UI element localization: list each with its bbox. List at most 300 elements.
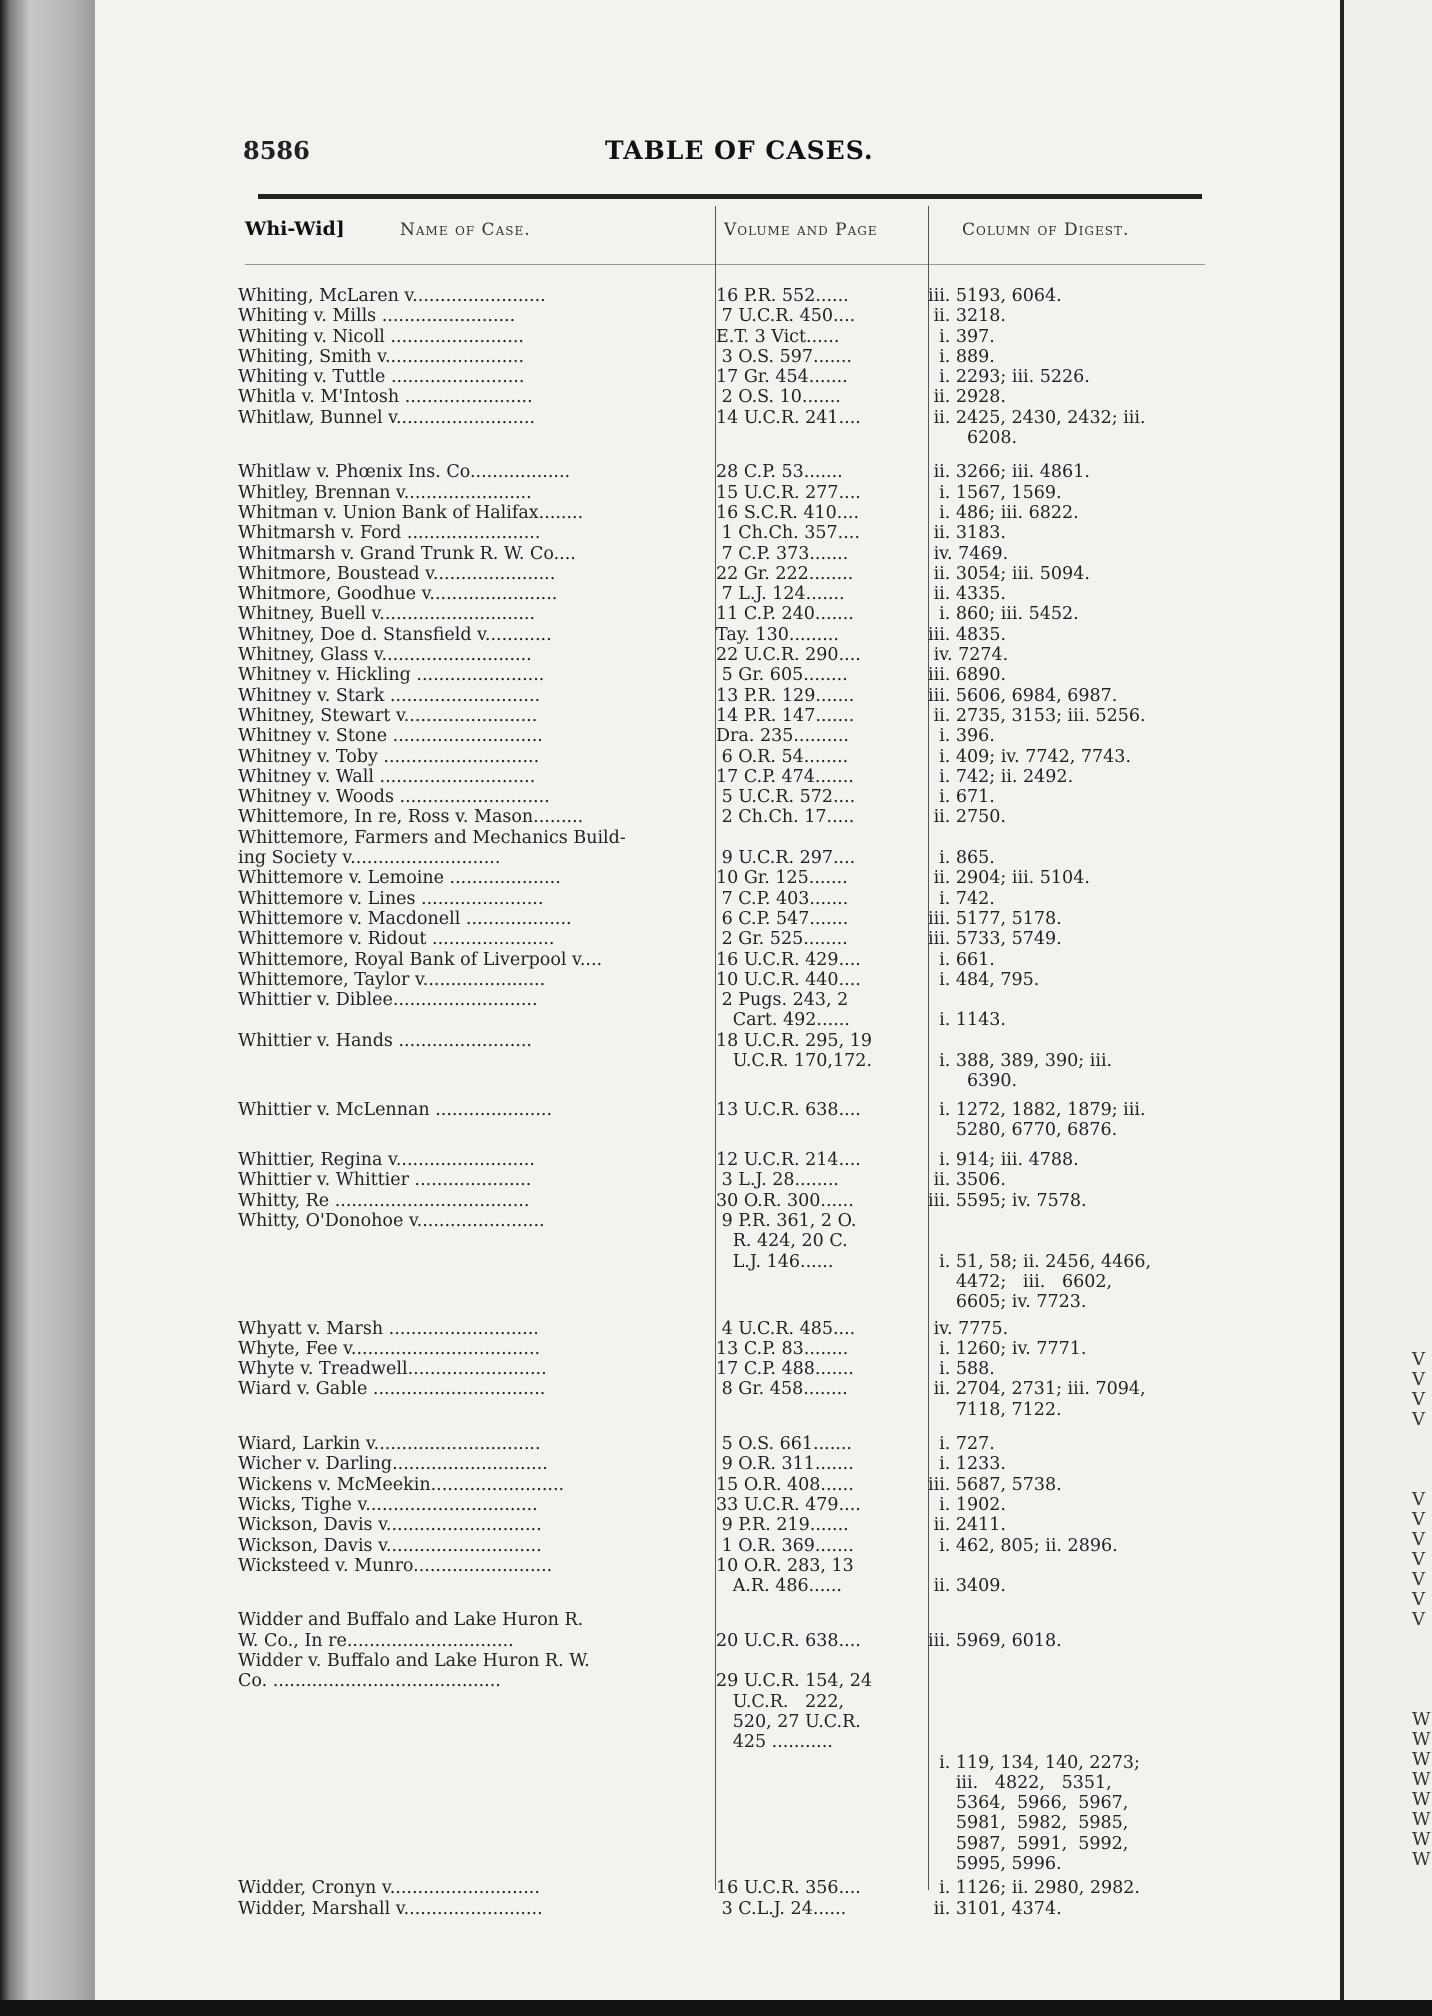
table-row — [238, 584, 1213, 604]
table-row — [238, 747, 1213, 767]
case-name — [238, 1211, 703, 1231]
case-name — [238, 990, 703, 1010]
case-name-line: Whitney, Glass v........................... — [238, 645, 532, 666]
volume-page-line: Cart. 492...... — [716, 1010, 850, 1031]
case-name-line: Whittemore v. Lines ...................... — [238, 888, 544, 909]
digest-column-line: ii. 2750. — [928, 807, 1006, 828]
digest-column-line: i. 860; iii. 5452. — [928, 604, 1079, 625]
table-row — [238, 1379, 1213, 1420]
case-name-line: Whitlaw, Bunnel v......................... — [238, 407, 536, 428]
case-name-line: Whitmarsh v. Grand Trunk R. W. Co.... — [238, 543, 576, 564]
case-name — [238, 1536, 703, 1556]
case-name — [238, 665, 703, 685]
case-name-line: Whiting, McLaren v........................ — [238, 286, 546, 306]
bottom-shadow — [0, 2000, 1432, 2016]
digest-column — [928, 503, 1193, 523]
case-name — [238, 1454, 703, 1474]
digest-column — [928, 686, 1193, 706]
volume-page-line: 13 C.P. 83........ — [716, 1338, 849, 1359]
table-row — [238, 483, 1213, 503]
table-row — [238, 327, 1213, 347]
table-row — [238, 1556, 1213, 1597]
case-name — [238, 462, 703, 482]
case-name-line: Whittier v. McLennan ..................... — [238, 1099, 553, 1120]
volume-page-line: 7 C.P. 373....... — [716, 543, 849, 564]
case-name — [238, 929, 703, 949]
case-name — [238, 327, 703, 347]
volume-page-line: 30 O.R. 300...... — [716, 1190, 854, 1211]
table-row — [238, 706, 1213, 726]
volume-page-line: U.C.R. 222, — [716, 1691, 845, 1712]
case-name — [238, 1339, 703, 1359]
case-name-line: Whyte v. Treadwell......................... — [238, 1359, 547, 1380]
case-name — [238, 1556, 703, 1576]
volume-page-line: 14 U.C.R. 241.... — [716, 407, 861, 428]
case-name-line: Whittemore, In re, Ross v. Mason......... — [238, 807, 584, 828]
adjacent-letter: V — [1412, 1489, 1425, 1510]
digest-column-line — [928, 1610, 1193, 1630]
digest-column — [928, 929, 1193, 949]
table-row — [238, 408, 1213, 449]
table-row — [238, 970, 1213, 990]
table-row — [238, 828, 1213, 869]
table-row — [238, 909, 1213, 929]
case-table — [238, 286, 1213, 1919]
table-row — [238, 1475, 1213, 1495]
volume-page-line: 6 O.R. 54........ — [716, 746, 849, 767]
left-page-edge — [0, 0, 95, 2016]
adjacent-letter: V — [1412, 1389, 1425, 1410]
digest-column — [928, 347, 1193, 367]
case-name-line: Whyte, Fee v.................................. — [238, 1338, 541, 1359]
table-row — [238, 1515, 1213, 1535]
case-name — [238, 828, 703, 869]
case-name-line: Whitman v. Union Bank of Halifax........ — [238, 502, 584, 523]
case-name — [238, 306, 703, 326]
volume-page-line: 28 C.P. 53....... — [716, 462, 843, 483]
table-row — [238, 1454, 1213, 1474]
volume-page-line: Dra. 235.......... — [716, 726, 849, 747]
table-row — [238, 1211, 1213, 1313]
case-name-line: Wicks, Tighe v............................... — [238, 1494, 538, 1515]
index-key: Whi-Wid] — [245, 218, 345, 240]
table-row — [238, 950, 1213, 970]
volume-page-line: 10 Gr. 125....... — [716, 868, 848, 889]
digest-column — [928, 1100, 1193, 1141]
table-row — [238, 1170, 1213, 1190]
adjacent-letter: W — [1412, 1849, 1431, 1870]
digest-column — [928, 645, 1193, 665]
digest-column-line: i. 484, 795. — [928, 969, 1040, 990]
volume-page-line: U.C.R. 170,172. — [716, 1050, 872, 1071]
case-name — [238, 347, 703, 367]
table-row — [238, 1359, 1213, 1379]
digest-column — [928, 828, 1193, 869]
digest-column-line — [928, 1556, 1193, 1576]
case-name-line: Whittemore, Farmers and Mechanics Build- — [238, 827, 626, 848]
case-name-line: Whitla v. M'Intosh ....................... — [238, 387, 533, 408]
adjacent-letter: W — [1412, 1749, 1431, 1770]
case-name — [238, 889, 703, 909]
volume-page-line: 22 Gr. 222........ — [716, 563, 854, 584]
case-name-line: Whittemore, Taylor v...................... — [238, 969, 546, 990]
digest-column — [928, 1475, 1193, 1495]
case-name — [238, 686, 703, 706]
digest-column — [928, 868, 1193, 888]
volume-page-line: 6 C.P. 547....... — [716, 908, 849, 929]
volume-page-line: 16 P.R. 552...... — [716, 286, 849, 306]
digest-column-line — [928, 1732, 1193, 1752]
digest-column — [928, 1556, 1193, 1597]
table-row — [238, 387, 1213, 407]
adjacent-letter: V — [1412, 1409, 1425, 1430]
adjacent-letter: W — [1412, 1809, 1431, 1830]
digest-column — [928, 1150, 1193, 1170]
case-name — [238, 950, 703, 970]
volume-page-line: 9 P.R. 219....... — [716, 1515, 849, 1536]
table-row — [238, 1031, 1213, 1092]
table-row — [238, 889, 1213, 909]
case-name-line: Whitney v. Hickling ....................... — [238, 665, 545, 686]
case-name — [238, 645, 703, 665]
case-name-line: Whitney v. Stone ........................... — [238, 726, 543, 747]
digest-column-line: ii. 3409. — [928, 1576, 1006, 1597]
digest-column — [928, 286, 1193, 306]
volume-page-line: 5 Gr. 605........ — [716, 665, 848, 686]
case-name — [238, 483, 703, 503]
case-name-line: Whitney, Stewart v........................ — [238, 705, 538, 726]
table-row — [238, 1434, 1213, 1454]
digest-column — [928, 767, 1193, 787]
digest-column-line: ii. 2928. — [928, 387, 1006, 408]
digest-column-line: iii. 5606, 6984, 6987. — [928, 685, 1118, 706]
case-name — [238, 807, 703, 827]
digest-column-line: ii. 3101, 4374. — [928, 1898, 1062, 1919]
digest-column-line: iii. 5193, 6064. — [928, 286, 1062, 306]
digest-column-line: i. 1272, 1882, 1879; iii. — [928, 1099, 1146, 1120]
table-row — [238, 286, 1213, 306]
digest-column-line: ii. 2735, 3153; iii. 5256. — [928, 705, 1146, 726]
case-name-line: Widder and Buffalo and Lake Huron R. — [238, 1610, 584, 1631]
case-name — [238, 1100, 703, 1120]
volume-page-line: 7 L.J. 124....... — [716, 584, 845, 605]
volume-page-line: 12 U.C.R. 214.... — [716, 1150, 861, 1171]
digest-column-line — [928, 1692, 1193, 1712]
volume-page-line: 9 U.C.R. 297.... — [716, 848, 856, 869]
case-name — [238, 387, 703, 407]
digest-column-line: ii. 2425, 2430, 2432; iii. — [928, 407, 1146, 428]
digest-column-line: i. 397. — [928, 326, 995, 347]
volume-page-line: 20 U.C.R. 638.... — [716, 1630, 861, 1651]
digest-column-line: 5987, 5991, 5992, — [928, 1833, 1129, 1854]
digest-column-line: ii. 3266; iii. 4861. — [928, 462, 1090, 483]
case-name-line: Widder, Marshall v......................... — [238, 1898, 543, 1919]
digest-column — [928, 1495, 1193, 1515]
digest-column-line: i. 742. — [928, 888, 995, 909]
digest-column-line — [928, 1671, 1193, 1691]
digest-column — [928, 726, 1193, 746]
digest-column — [928, 1899, 1193, 1919]
digest-column — [928, 327, 1193, 347]
case-name — [238, 1359, 703, 1379]
volume-page-line: 15 O.R. 408...... — [716, 1474, 854, 1495]
case-name-line: Whittemore v. Lemoine .................... — [238, 868, 561, 889]
adjacent-letter: V — [1412, 1609, 1425, 1630]
digest-column — [928, 1170, 1193, 1190]
volume-page-line: 22 U.C.R. 290.... — [716, 645, 861, 666]
case-name — [238, 584, 703, 604]
table-row — [238, 767, 1213, 787]
digest-column-line: iv. 7775. — [928, 1318, 1009, 1339]
volume-page-line: 7 U.C.R. 450.... — [716, 306, 856, 327]
adjacent-letter: W — [1412, 1829, 1431, 1850]
digest-column — [928, 1379, 1193, 1420]
volume-page-line: L.J. 146...... — [716, 1251, 834, 1272]
digest-column-line — [928, 1231, 1193, 1251]
volume-page-line: 17 C.P. 488....... — [716, 1359, 854, 1380]
digest-column-line: i. 1126; ii. 2980, 2982. — [928, 1878, 1140, 1899]
volume-page-line: 17 Gr. 454....... — [716, 367, 848, 388]
volume-page-line: 13 U.C.R. 638.... — [716, 1099, 861, 1120]
case-name — [238, 1899, 703, 1919]
table-row — [238, 787, 1213, 807]
digest-column-line — [928, 1712, 1193, 1732]
digest-column-line: iv. 7469. — [928, 543, 1009, 564]
table-row — [238, 523, 1213, 543]
table-row — [238, 1878, 1213, 1898]
digest-column-line: ii. 2704, 2731; iii. 7094, — [928, 1379, 1146, 1400]
digest-column — [928, 1339, 1193, 1359]
digest-column — [928, 523, 1193, 543]
digest-column-line: iii. 6890. — [928, 665, 1007, 686]
page-title: TABLE OF CASES. — [605, 136, 874, 165]
case-name-line: Whiting v. Nicoll ........................ — [238, 326, 524, 347]
digest-column-line: i. 1143. — [928, 1010, 1006, 1031]
volume-page-line: 15 U.C.R. 277.... — [716, 482, 861, 503]
digest-column-line: iv. 7274. — [928, 645, 1009, 666]
digest-column-line: i. 865. — [928, 848, 995, 869]
case-name-line: Whittier v. Diblee.......................... — [238, 990, 538, 1011]
case-name-line: Wickson, Davis v............................ — [238, 1515, 542, 1536]
digest-column — [928, 544, 1193, 564]
case-name — [238, 367, 703, 387]
case-name — [238, 503, 703, 523]
case-name — [238, 1651, 703, 1692]
case-name — [238, 286, 703, 306]
case-name — [238, 767, 703, 787]
volume-page-line: 9 O.R. 311....... — [716, 1454, 854, 1475]
digest-column — [928, 1454, 1193, 1474]
digest-column-line: i. 1233. — [928, 1454, 1006, 1475]
digest-column — [928, 625, 1193, 645]
digest-column-line: ii. 3218. — [928, 306, 1006, 327]
adjacent-letter: V — [1412, 1369, 1425, 1390]
table-row — [238, 868, 1213, 888]
volume-page-line: 9 P.R. 361, 2 O. — [716, 1211, 857, 1232]
volume-page-line: 425 ........... — [716, 1732, 833, 1753]
digest-column — [928, 990, 1193, 1031]
digest-column — [928, 604, 1193, 624]
digest-column-line: iii. 5969, 6018. — [928, 1630, 1062, 1651]
table-row — [238, 347, 1213, 367]
case-name — [238, 747, 703, 767]
case-name-line: Whitmore, Goodhue v....................... — [238, 584, 558, 605]
case-name — [238, 706, 703, 726]
digest-column-line: 7118, 7122. — [928, 1399, 1062, 1420]
case-name-line: Widder v. Buffalo and Lake Huron R. W. — [238, 1651, 590, 1672]
table-row — [238, 1319, 1213, 1339]
volume-page-line: 16 S.C.R. 410.... — [716, 502, 860, 523]
table-row — [238, 604, 1213, 624]
volume-page-line: 10 U.C.R. 440.... — [716, 969, 861, 990]
table-row — [238, 645, 1213, 665]
volume-page-line: 3 L.J. 28........ — [716, 1170, 839, 1191]
table-row — [238, 929, 1213, 949]
digest-column — [928, 1515, 1193, 1535]
digest-column-line — [928, 1031, 1193, 1051]
case-name-line: Wickens v. McMeekin........................ — [238, 1474, 565, 1495]
digest-column-line: i. 119, 134, 140, 2273; — [928, 1752, 1140, 1773]
case-name-line: W. Co., In re.............................. — [238, 1630, 514, 1651]
digest-column-line — [928, 1211, 1193, 1231]
case-name-line: Wiard, Larkin v.............................. — [238, 1434, 541, 1455]
table-row — [238, 625, 1213, 645]
case-name-line: Wiard v. Gable ............................... — [238, 1379, 546, 1400]
digest-column-line: ii. 4335. — [928, 584, 1006, 605]
column-header-rule — [245, 264, 1205, 265]
case-name-line: Whitney, Doe d. Stansfield v............ — [238, 624, 552, 645]
adjacent-letter: V — [1412, 1569, 1425, 1590]
volume-page-line: 18 U.C.R. 295, 19 — [716, 1030, 872, 1051]
digest-column-line: i. 742; ii. 2492. — [928, 766, 1074, 787]
case-name — [238, 544, 703, 564]
digest-column — [928, 1191, 1193, 1211]
digest-column-line — [928, 828, 1193, 848]
digest-column — [928, 462, 1193, 482]
adjacent-letter: W — [1412, 1709, 1431, 1730]
digest-column-line: iii. 5733, 5749. — [928, 929, 1062, 950]
table-row — [238, 306, 1213, 326]
table-row — [238, 1651, 1213, 1874]
case-name — [238, 1170, 703, 1190]
volume-page-line: 2 Pugs. 243, 2 — [716, 990, 849, 1011]
digest-column — [928, 747, 1193, 767]
digest-column-line: iii. 4822, 5351, — [928, 1772, 1112, 1793]
case-name — [238, 1495, 703, 1515]
digest-column — [928, 387, 1193, 407]
table-row — [238, 807, 1213, 827]
case-name-line: Whitlaw v. Phœnix Ins. Co.................. — [238, 462, 571, 483]
adjacent-letter: W — [1412, 1729, 1431, 1750]
volume-page-line: R. 424, 20 C. — [716, 1231, 848, 1252]
header-rule — [258, 194, 1202, 199]
digest-column-line: ii. 2411. — [928, 1515, 1006, 1536]
digest-column-line — [928, 990, 1193, 1010]
table-row — [238, 686, 1213, 706]
volume-page-line: 2 Ch.Ch. 17..... — [716, 807, 855, 828]
digest-column-line: 6208. — [928, 428, 1018, 449]
volume-page-line: Tay. 130......... — [716, 624, 839, 645]
digest-column — [928, 970, 1193, 990]
case-name — [238, 1610, 703, 1651]
digest-column — [928, 1651, 1193, 1874]
digest-column — [928, 584, 1193, 604]
case-name-line: ing Society v........................... — [238, 848, 501, 869]
volume-page-line: 3 O.S. 597....... — [716, 346, 852, 367]
adjacent-letter: V — [1412, 1509, 1425, 1530]
digest-column-line: i. 486; iii. 6822. — [928, 502, 1079, 523]
case-name — [238, 523, 703, 543]
volume-page-line: 5 U.C.R. 572.... — [716, 787, 856, 808]
volume-page-line: 4 U.C.R. 485.... — [716, 1318, 856, 1339]
case-name-line: Widder, Cronyn v........................... — [238, 1878, 540, 1899]
case-name-line: Whittier v. Hands ........................ — [238, 1030, 532, 1051]
adjacent-letter: V — [1412, 1349, 1425, 1370]
digest-column-line: i. 661. — [928, 949, 995, 970]
case-name-line: Whitty, Re ................................... — [238, 1190, 530, 1211]
digest-column-line: i. 914; iii. 4788. — [928, 1150, 1079, 1171]
volume-page-line: 10 O.R. 283, 13 — [716, 1555, 854, 1576]
case-name-line: Whittemore v. Ridout ...................... — [238, 929, 555, 950]
name-column-header: Name of Case. — [400, 220, 531, 240]
volume-page-line: 5 O.S. 661....... — [716, 1434, 852, 1455]
case-name-line: Whitty, O'Donohoe v....................... — [238, 1211, 545, 1232]
digest-column-line: ii. 3506. — [928, 1170, 1006, 1191]
digest-column-line: iii. 5595; iv. 7578. — [928, 1190, 1087, 1211]
case-name-line: Wickson, Davis v............................ — [238, 1535, 542, 1556]
volume-page-line: A.R. 486...... — [716, 1576, 842, 1597]
volume-page-line: E.T. 3 Vict...... — [716, 326, 840, 347]
volume-page-line: 8 Gr. 458........ — [716, 1379, 848, 1400]
digest-column-line — [928, 1651, 1193, 1671]
case-name — [238, 909, 703, 929]
volume-page-line: 13 P.R. 129....... — [716, 685, 855, 706]
table-row — [238, 1899, 1213, 1919]
volume-page-line: 3 C.L.J. 24...... — [716, 1898, 847, 1919]
case-name — [238, 1475, 703, 1495]
digest-column-line: i. 51, 58; ii. 2456, 4466, — [928, 1251, 1152, 1272]
case-name — [238, 625, 703, 645]
digest-column-line: 6605; iv. 7723. — [928, 1292, 1087, 1313]
case-name-line: Whittier, Regina v......................... — [238, 1150, 535, 1171]
digest-column — [928, 1878, 1193, 1898]
digest-column — [928, 787, 1193, 807]
digest-column-line: iii. 4835. — [928, 624, 1007, 645]
digest-column — [928, 807, 1193, 827]
table-row — [238, 990, 1213, 1031]
digest-column — [928, 1031, 1193, 1092]
volume-page-line: 16 U.C.R. 356.... — [716, 1878, 861, 1899]
case-name — [238, 970, 703, 990]
case-name-line: Whiting v. Tuttle ........................ — [238, 367, 525, 388]
digest-column — [928, 889, 1193, 909]
table-row — [238, 367, 1213, 387]
case-name-line: Whitney, Buell v............................ — [238, 604, 536, 625]
case-name-line: Whittemore, Royal Bank of Liverpool v.... — [238, 949, 603, 970]
case-name — [238, 1031, 703, 1051]
table-row — [238, 503, 1213, 523]
adjacent-page — [1340, 0, 1432, 2016]
digest-column — [928, 706, 1193, 726]
digest-column-line: i. 889. — [928, 346, 995, 367]
case-name — [238, 1319, 703, 1339]
case-name-line: Wicher v. Darling............................ — [238, 1454, 548, 1475]
table-row — [238, 1150, 1213, 1170]
adjacent-letter: V — [1412, 1529, 1425, 1550]
volume-page-line: 33 U.C.R. 479.... — [716, 1494, 861, 1515]
case-name — [238, 726, 703, 746]
case-name-line: Whitmarsh v. Ford ........................ — [238, 523, 541, 544]
